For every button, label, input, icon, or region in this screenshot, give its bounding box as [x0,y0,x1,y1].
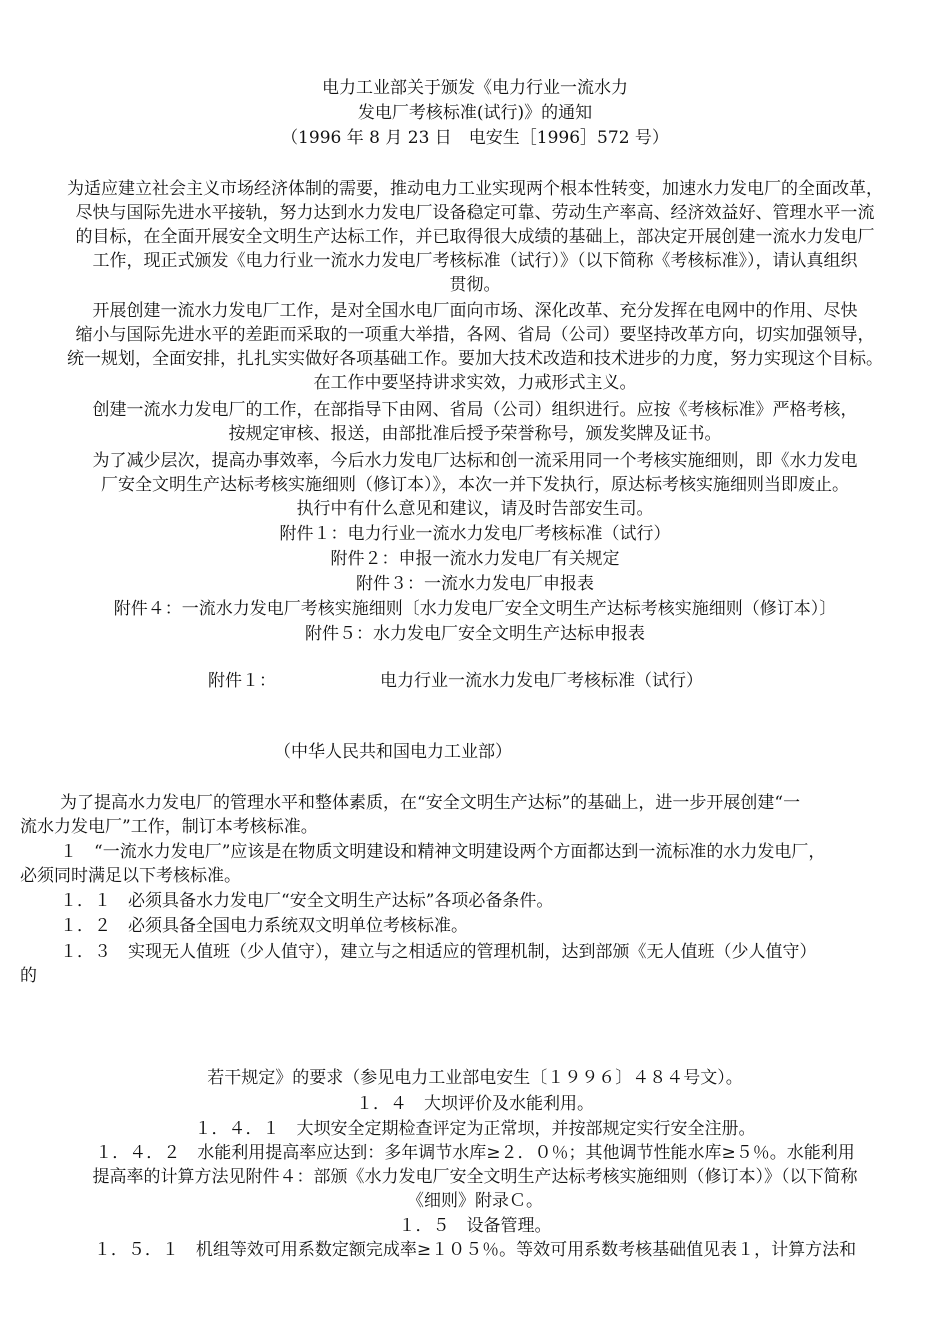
clause-1-1: １．１ 必须具备水力发电厂“安全文明生产达标”各项必备条件。 [60,891,554,911]
clause-1-5: １．５ 设备管理。 [398,1216,552,1236]
title-line-3: （1996 年 8 月 23 日 电安生［1996］572 号） [281,128,669,148]
para2-line: 统一规划，全面安排，扎扎实实做好各项基础工作。要加大技术改造和技术进步的力度，努力实现这个目标。 [67,349,883,369]
appendix-title: 电力行业一流水力发电厂考核标准（试行） [380,671,703,691]
clause-1-4-1: １．４．１ 大坝安全定期检查评定为正常坝，并按部规定实行安全注册。 [194,1119,756,1139]
intro-line: 为了提高水力发电厂的管理水平和整体素质，在“安全文明生产达标”的基础上，进一步开展创建“一 [60,793,801,813]
attachment-item: 附件５：水力发电厂安全文明生产达标申报表 [305,624,645,644]
clause-1-5-1: １．５．１ 机组等效可用系数定额完成率≥１０５％。等效可用系数考核基础值见表１，计算方法和 [93,1240,857,1260]
title-line-1: 电力工业部关于颁发《电力行业一流水力 [322,78,628,98]
title-line-2: 发电厂考核标准(试行)》的通知 [357,103,593,123]
clause-1-line: 必须同时满足以下考核标准。 [20,866,241,886]
issuer: （中华人民共和国电力工业部） [274,742,512,762]
appendix-label: 附件１： [208,671,276,691]
para1-line: 贯彻。 [449,275,501,295]
attachment-item: 附件２：申报一流水力发电厂有关规定 [330,549,620,569]
clause-1-4-2-line: 提高率的计算方法见附件４：部颁《水力发电厂安全文明生产达标考核实施细则（修订本）》（以下简称 [92,1167,858,1187]
clause-1-3-continuation: 若干规定》的要求（参见电力工业部电安生〔１９９６〕４８４号文）。 [207,1068,743,1088]
clause-1-4: １．４ 大坝评价及水能利用。 [356,1094,594,1114]
para3-line: 按规定审核、报送，由部批准后授予荣誉称号，颁发奖牌及证书。 [228,424,722,444]
para4-line: 厂安全文明生产达标考核实施细则（修订本）》，本次一并下发执行，原达标考核实施细则当即废止。 [101,475,849,495]
para2-line: 在工作中要坚持讲求实效，力戒形式主义。 [313,373,637,393]
attachment-item: 附件１：电力行业一流水力发电厂考核标准（试行） [279,524,671,544]
para4-line: 为了减少层次，提高办事效率，今后水力发电厂达标和创一流采用同一个考核实施细则，即《水力发电 [92,451,858,471]
attachment-item: 附件４：一流水力发电厂考核实施细则〔水力发电厂安全文明生产达标考核实施细则（修订本）〕 [113,599,837,619]
para2-line: 缩小与国际先进水平的差距而采取的一项重大举措，各网、省局（公司）要坚持改革方向，切实加强领导， [75,325,875,345]
clause-1-3-line: １．３ 实现无人值班（少人值守），建立与之相适应的管理机制，达到部颁《无人值班（少人值守） [60,942,817,962]
clause-1-4-2-line: １．４．２ 水能利用提高率应达到：多年调节水库≥２．０％；其他调节性能水库≥５％。水能利用 [95,1143,855,1163]
para1-line: 的目标，在全面开展安全文明生产达标工作，并已取得很大成绩的基础上，部决定开展创建一流水力发电厂 [75,227,875,247]
para5-line: 执行中有什么意见和建议，请及时告部安生司。 [296,499,654,519]
clause-1-2: １．２ 必须具备全国电力系统双文明单位考核标准。 [60,916,468,936]
clause-1-3-line: 的 [20,966,37,986]
clause-1-line: １ “一流水力发电厂”应该是在物质文明建设和精神文明建设两个方面都达到一流标准的水力发电厂， [60,842,826,862]
attachment-item: 附件３：一流水力发电厂申报表 [356,574,594,594]
para2-line: 开展创建一流水力发电厂工作，是对全国水电厂面向市场、深化改革、充分发挥在电网中的作用、尽快 [92,301,858,321]
para1-line: 为适应建立社会主义市场经济体制的需要，推动电力工业实现两个根本性转变，加速水力发电厂的全面改革， [67,179,883,199]
para1-line: 工作，现正式颁发《电力行业一流水力发电厂考核标准（试行）》（以下简称《考核标准》），请认真组织 [92,251,858,271]
clause-1-4-2-line: 《细则》附录Ｃ。 [407,1191,543,1211]
intro-line: 流水力发电厂”工作，制订本考核标准。 [20,817,318,837]
para1-line: 尽快与国际先进水平接轨，努力达到水力发电厂设备稳定可靠、劳动生产率高、经济效益好、管理水平一流 [75,203,875,223]
para3-line: 创建一流水力发电厂的工作，在部指导下由网、省局（公司）组织进行。应按《考核标准》严格考核， [92,400,858,420]
